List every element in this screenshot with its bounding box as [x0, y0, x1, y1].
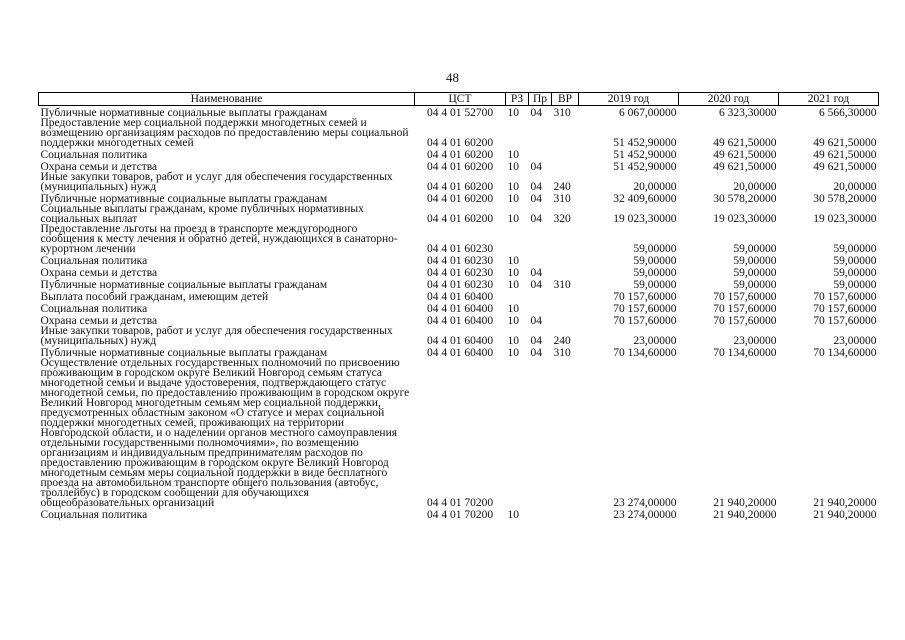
row-2019: 70 157,60000	[613, 303, 677, 315]
row-pr	[529, 224, 552, 254]
row-vr	[552, 358, 579, 508]
row-pr	[529, 508, 552, 520]
row-2021: 21 940,20000	[813, 497, 877, 509]
table-row	[39, 254, 879, 266]
row-vr	[552, 290, 579, 302]
row-2020: 70 134,60000	[713, 347, 777, 359]
row-2021: 70 157,60000	[813, 303, 877, 315]
row-2021: 49 621,50000	[813, 137, 877, 149]
header-2020: 2020 год	[679, 93, 779, 106]
row-cst: 04 4 01 60400	[426, 335, 494, 347]
row-pr	[529, 254, 552, 266]
row-2021: 70 134,60000	[813, 347, 877, 359]
row-cst: 04 4 01 60200	[426, 193, 494, 205]
row-name: Предоставление льготы на проезд в транспорте междугородного сообщения к месту лечения и обратно детей, нуждающихся в санаторно-курортном лечении	[40, 223, 398, 255]
row-name: Охрана семьи и детства	[40, 315, 158, 327]
row-cst: 04 4 01 60400	[426, 303, 494, 315]
row-name: Предоставление мер социальной поддержки многодетных семей и возмещению организациям расходов по предоставлению меры социальной поддержки многодетных семей	[40, 117, 409, 149]
row-cst: 04 4 01 60200	[426, 137, 494, 149]
row-rz: 10	[507, 193, 519, 205]
row-name: Публичные нормативные социальные выплаты гражданам	[40, 279, 328, 291]
row-2019: 51 452,90000	[613, 161, 677, 173]
row-name: Иные закупки товаров, работ и услуг для обеспечения государственных (муниципальных) нужд	[40, 325, 393, 347]
row-vr: 240	[553, 181, 571, 193]
row-pr: 04	[530, 213, 542, 225]
row-2020: 70 157,60000	[713, 315, 777, 327]
row-2021: 20,00000	[833, 181, 877, 193]
row-2019: 51 452,90000	[613, 137, 677, 149]
row-2020: 49 621,50000	[713, 149, 777, 161]
row-name: Охрана семьи и детства	[40, 267, 158, 279]
row-2019: 23 274,00000	[613, 509, 677, 521]
table-row	[39, 148, 879, 160]
row-cst: 04 4 01 60200	[426, 181, 494, 193]
row-rz: 10	[507, 213, 519, 225]
row-cst: 04 4 01 60200	[426, 149, 494, 161]
row-2021: 30 578,20000	[813, 193, 877, 205]
row-2021: 6 566,30000	[819, 107, 877, 119]
row-2019: 59,00000	[633, 279, 677, 291]
table-row	[39, 224, 879, 254]
budget-table	[38, 92, 879, 520]
row-2020: 70 157,60000	[713, 303, 777, 315]
row-rz: 10	[507, 335, 519, 347]
row-2019: 70 134,60000	[613, 347, 677, 359]
row-cst: 04 4 01 60200	[426, 161, 494, 173]
row-rz: 10	[507, 279, 519, 291]
row-cst: 04 4 01 60230	[426, 255, 494, 267]
row-cst: 04 4 01 60230	[426, 243, 494, 255]
row-name: Охрана семьи и детства	[40, 161, 158, 173]
row-rz: 10	[507, 181, 519, 193]
row-name: Иные закупки товаров, работ и услуг для обеспечения государственных (муниципальных) нужд	[40, 171, 393, 193]
table-row	[39, 266, 879, 278]
row-vr	[552, 224, 579, 254]
row-pr: 04	[530, 315, 542, 327]
row-cst: 04 4 01 70200	[426, 497, 494, 509]
row-2021: 59,00000	[833, 279, 877, 291]
row-pr	[529, 290, 552, 302]
header-pr: Пр	[529, 93, 552, 106]
row-name: Публичные нормативные социальные выплаты гражданам	[40, 107, 328, 119]
row-2021: 70 157,60000	[813, 291, 877, 303]
row-2021: 49 621,50000	[813, 161, 877, 173]
row-pr: 04	[530, 161, 542, 173]
row-rz: 10	[507, 347, 519, 359]
row-pr	[529, 302, 552, 314]
row-name: Публичные нормативные социальные выплаты гражданам	[40, 193, 328, 205]
table-row	[39, 508, 879, 520]
row-2021: 49 621,50000	[813, 149, 877, 161]
row-rz: 10	[507, 303, 519, 315]
header-2019: 2019 год	[579, 93, 679, 106]
header-rz: РЗ	[506, 93, 529, 106]
row-vr	[552, 302, 579, 314]
row-pr: 04	[530, 279, 542, 291]
row-2020: 21 940,20000	[713, 509, 777, 521]
row-pr: 04	[530, 335, 542, 347]
row-vr	[552, 118, 579, 148]
row-rz: 10	[507, 107, 519, 119]
row-cst: 04 4 01 60200	[426, 213, 494, 225]
row-name: Социальные выплаты гражданам, кроме публичных нормативных социальных выплат	[40, 203, 364, 225]
row-2021: 70 157,60000	[813, 315, 877, 327]
row-rz: 10	[507, 509, 519, 521]
row-pr: 04	[530, 347, 542, 359]
row-2020: 30 578,20000	[713, 193, 777, 205]
row-2020: 59,00000	[733, 279, 777, 291]
row-rz	[506, 118, 529, 148]
header-vr: ВР	[552, 93, 579, 106]
header-cst: ЦСТ	[415, 93, 506, 106]
row-vr: 310	[553, 347, 571, 359]
row-2020: 70 157,60000	[713, 291, 777, 303]
row-2021: 23,00000	[833, 335, 877, 347]
row-rz: 10	[507, 267, 519, 279]
row-name: Социальная политика	[40, 303, 148, 315]
table-row	[39, 302, 879, 314]
row-name: Социальная политика	[40, 149, 148, 161]
row-rz: 10	[507, 255, 519, 267]
row-2020: 6 323,30000	[719, 107, 777, 119]
row-2020: 20,00000	[733, 181, 777, 193]
row-rz	[506, 358, 529, 508]
row-cst: 04 4 01 60230	[426, 279, 494, 291]
row-vr	[552, 314, 579, 326]
row-vr	[552, 508, 579, 520]
row-2021: 59,00000	[833, 255, 877, 267]
row-2019: 70 157,60000	[613, 315, 677, 327]
row-2020: 21 940,20000	[713, 497, 777, 509]
row-vr	[552, 266, 579, 278]
page-number: 48	[446, 70, 459, 85]
row-name: Социальная политика	[40, 509, 148, 521]
row-2019: 19 023,30000	[613, 213, 677, 225]
table-row	[39, 326, 879, 346]
table-row	[39, 172, 879, 192]
row-2020: 59,00000	[733, 255, 777, 267]
row-vr: 310	[553, 279, 571, 291]
row-2020: 59,00000	[733, 243, 777, 255]
row-2019: 32 409,60000	[613, 193, 677, 205]
row-2019: 59,00000	[633, 255, 677, 267]
row-2021: 19 023,30000	[813, 213, 877, 225]
row-pr	[529, 118, 552, 148]
header-name: Наименование	[39, 93, 415, 106]
row-pr: 04	[530, 181, 542, 193]
table-row	[39, 118, 879, 148]
table-header-row	[39, 93, 879, 106]
row-2020: 49 621,50000	[713, 137, 777, 149]
row-2020: 49 621,50000	[713, 161, 777, 173]
row-vr: 310	[553, 193, 571, 205]
row-2019: 23 274,00000	[613, 497, 677, 509]
row-rz: 10	[507, 149, 519, 161]
row-rz: 10	[507, 315, 519, 327]
table-row	[39, 358, 879, 508]
row-vr	[552, 160, 579, 172]
row-2019: 59,00000	[633, 243, 677, 255]
row-cst: 04 4 01 60400	[426, 291, 494, 303]
row-2019: 6 067,00000	[619, 107, 677, 119]
row-2020: 19 023,30000	[713, 213, 777, 225]
row-cst: 04 4 01 60230	[426, 267, 494, 279]
row-pr: 04	[530, 193, 542, 205]
row-2021: 21 940,20000	[813, 509, 877, 521]
row-cst: 04 4 01 60400	[426, 347, 494, 359]
row-rz: 10	[507, 161, 519, 173]
row-name: Публичные нормативные социальные выплаты гражданам	[40, 347, 328, 359]
row-2020: 59,00000	[733, 267, 777, 279]
row-2019: 59,00000	[633, 267, 677, 279]
row-2020: 23,00000	[733, 335, 777, 347]
row-cst: 04 4 01 70200	[426, 509, 494, 521]
row-vr: 240	[553, 335, 571, 347]
row-2021: 59,00000	[833, 243, 877, 255]
row-vr	[552, 254, 579, 266]
row-vr: 320	[553, 213, 571, 225]
row-name: Выплата пособий гражданам, имеющим детей	[40, 291, 269, 303]
row-2019: 20,00000	[633, 181, 677, 193]
row-pr	[529, 148, 552, 160]
row-2019: 51 452,90000	[613, 149, 677, 161]
table-row	[39, 290, 879, 302]
row-2021: 59,00000	[833, 267, 877, 279]
row-vr: 310	[553, 107, 571, 119]
table-row	[39, 278, 879, 290]
row-rz	[506, 224, 529, 254]
row-pr: 04	[530, 107, 542, 119]
row-name: Социальная политика	[40, 255, 148, 267]
row-2019: 23,00000	[633, 335, 677, 347]
row-rz	[506, 290, 529, 302]
row-name: Осуществление отдельных государственных полномочий по присвоению проживающим в городском округе Великий Новгород семьям статуса многодетной семьи и выдаче удостоверения, подтверждающего статус многодетной семьи, по предоставлению проживающим в городском округе Великий Новгород многодетным семьям мер социальной поддержки, предусмотренных областным законом «О статусе и мерах социальной поддержки многодетных семей, проживающих на территории Новгородской области, и о наделении органов местного самоуправления отдельными государственными полномочиями», по возмещению организациям и индивидуальным предпринимателям расходов по предоставлению проживающим в городском округе Великий Новгород многодетным семьям меры социальной поддержки в виде бесплатного проезда на автомобильном транспорте общего пользования (автобус, троллейбус) в городском сообщении для обучающихся общеобразовательных организаций	[40, 357, 410, 509]
row-vr	[552, 148, 579, 160]
table-row	[39, 204, 879, 224]
row-2019: 70 157,60000	[613, 291, 677, 303]
row-pr	[529, 358, 552, 508]
row-pr: 04	[530, 267, 542, 279]
header-2021: 2021 год	[779, 93, 879, 106]
row-cst: 04 4 01 60400	[426, 315, 494, 327]
row-cst: 04 4 01 52700	[426, 107, 494, 119]
